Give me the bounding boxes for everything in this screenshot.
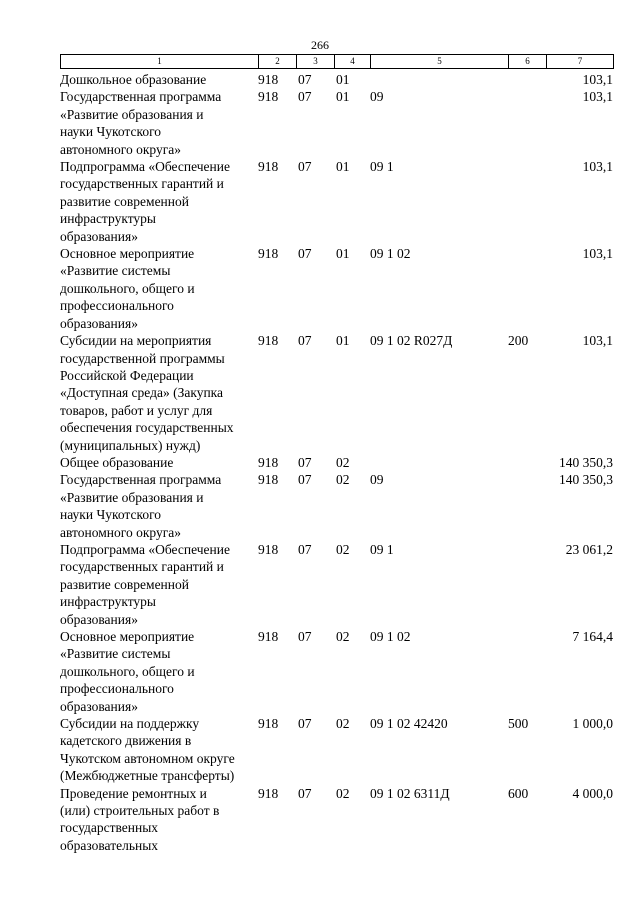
row-name-line: государственной программы [60,350,225,366]
row-section: 07 [298,472,312,488]
row-section: 07 [298,454,312,470]
row-name-line: дошкольного, общего и [60,280,195,296]
column-number-7: 7 [547,55,614,69]
row-section: 07 [298,159,312,175]
row-name-line: инфраструктуры [60,211,156,227]
row-name-line: «Развитие системы [60,646,171,662]
row-expense-type [508,71,546,88]
row-name-line: развитие современной [60,193,189,209]
row-name-line: Общее образование [60,454,174,470]
row-name-line: профессионального [60,681,174,697]
row-sum: 140 350,3 [559,472,613,488]
row-section: 07 [298,72,312,87]
column-number-4: 4 [335,55,371,69]
row-subsection: 01 [336,246,350,262]
budget-table-body [60,71,613,854]
row-name-line: Субсидии на мероприятия [60,333,212,349]
row-name-line: образования» [60,228,138,244]
column-number-3: 3 [297,55,335,69]
row-subsection: 02 [336,629,350,644]
row-expense-type: 600 [508,785,529,801]
row-sum: 140 350,3 [559,454,613,470]
row-name [60,628,258,715]
row-sum: 23 061,2 [565,541,613,557]
row-expense-type [508,88,546,158]
row-code: 918 [258,472,279,488]
row-name-line: «Развитие системы [60,263,171,279]
budget-table [60,71,613,854]
row-sum: 103,1 [582,72,613,87]
row-name [60,158,258,245]
row-name-line: образования» [60,315,138,331]
row-name-line: товаров, работ и услуг для [60,402,213,418]
row-expense-type [508,158,546,245]
row-name-line: автономного округа» [60,141,181,157]
row-subsection: 01 [336,89,350,105]
row-name-line: науки Чукотского [60,124,162,140]
row-code: 918 [258,454,279,470]
row-name-line: (Межбюджетные трансферты) [60,768,235,784]
table-row [60,332,613,454]
column-number-6: 6 [509,55,547,69]
row-section: 07 [298,541,312,557]
row-name-line: образования» [60,611,138,627]
row-sum: 103,1 [582,246,613,262]
row-name-line: развитие современной [60,576,189,592]
row-subsection: 02 [336,454,350,470]
row-target-article: 09 1 02 42420 [370,716,448,732]
row-name-line: Подпрограмма «Обеспечение [60,159,230,175]
row-sum: 103,1 [582,89,613,105]
row-name [60,541,258,628]
row-sum: 4 000,0 [572,785,613,801]
row-target-article: 09 [370,472,384,488]
row-target-article: 09 1 02 [370,246,411,262]
row-name-line: образовательных [60,837,159,853]
row-code: 918 [258,89,279,105]
row-expense-type [508,454,546,471]
row-expense-type [508,541,546,628]
row-sum: 1 000,0 [572,716,613,732]
row-target-article [370,454,508,471]
row-target-article: 09 1 02 [370,629,411,644]
row-name [60,785,258,855]
table-row [60,785,613,855]
row-name [60,71,258,88]
row-name-line: Проведение ремонтных и [60,785,207,801]
row-name-line: науки Чукотского [60,507,162,523]
column-number-2: 2 [259,55,297,69]
row-subsection: 02 [336,785,350,801]
column-number-1: 1 [61,55,259,69]
row-name [60,471,258,541]
row-section: 07 [298,89,312,105]
row-code: 918 [258,629,279,644]
row-name-line: «Развитие образования и [60,106,204,122]
row-name-line: государственных гарантий и [60,559,224,575]
table-row [60,628,613,715]
row-target-article: 09 1 02 6311Д [370,785,450,801]
row-name-line: Дошкольное образование [60,72,207,87]
row-name-line: кадетского движения в [60,733,192,749]
row-target-article: 09 [370,89,384,105]
page-number: 266 [311,38,329,52]
row-name-line: Основное мероприятие [60,246,195,262]
row-expense-type [508,245,546,332]
row-subsection: 01 [336,333,350,349]
row-name-line: Чукотском автономном округе [60,750,235,766]
row-expense-type: 500 [508,716,529,732]
row-name-line: Подпрограмма «Обеспечение [60,541,230,557]
row-name-line: Российской Федерации [60,367,194,383]
row-name [60,332,258,454]
row-name [60,88,258,158]
row-name-line: Государственная программа [60,472,222,488]
row-name-line: государственных гарантий и [60,176,224,192]
table-row [60,158,613,245]
row-target-article: 09 1 [370,541,394,557]
row-section: 07 [298,716,312,732]
row-subsection: 02 [336,716,350,732]
row-name-line: обеспечения государственных [60,420,234,436]
row-sum: 103,1 [582,159,613,175]
row-expense-type: 200 [508,333,529,349]
table-row [60,471,613,541]
row-name-line: государственных [60,820,159,836]
row-name-line: Субсидии на поддержку [60,716,200,732]
row-name-line: «Доступная среда» (Закупка [60,385,224,401]
row-sum: 7 164,4 [572,629,613,644]
row-name-line: Государственная программа [60,89,222,105]
row-name-line: дошкольного, общего и [60,663,195,679]
row-target-article [370,71,508,88]
row-code: 918 [258,541,279,557]
table-row [60,71,613,88]
row-name-line: профессионального [60,298,174,314]
table-row [60,715,613,785]
row-name-line: (муниципальных) нужд) [60,437,201,453]
row-subsection: 02 [336,472,350,488]
row-subsection: 02 [336,541,350,557]
table-row [60,88,613,158]
row-name-line: образования» [60,698,138,714]
row-name-line: (или) строительных работ в [60,803,220,819]
row-subsection: 01 [336,159,350,175]
row-code: 918 [258,246,279,262]
row-name-line: автономного округа» [60,524,181,540]
row-expense-type [508,471,546,541]
row-section: 07 [298,785,312,801]
row-code: 918 [258,716,279,732]
column-number-5: 5 [371,55,509,69]
row-code: 918 [258,72,279,87]
row-expense-type [508,628,546,715]
table-row [60,245,613,332]
column-header-row [60,54,614,69]
table-row [60,454,613,471]
row-target-article: 09 1 02 R027Д [370,333,453,349]
row-name-line: инфраструктуры [60,594,156,610]
row-name [60,245,258,332]
row-section: 07 [298,629,312,644]
row-section: 07 [298,246,312,262]
row-code: 918 [258,159,279,175]
row-name-line: «Развитие образования и [60,489,204,505]
row-section: 07 [298,333,312,349]
row-code: 918 [258,785,279,801]
row-name [60,454,258,471]
row-name-line: Основное мероприятие [60,629,195,644]
row-subsection: 01 [336,72,350,87]
row-name [60,715,258,785]
row-target-article: 09 1 [370,159,394,175]
row-code: 918 [258,333,279,349]
row-sum: 103,1 [582,333,613,349]
table-row [60,541,613,628]
